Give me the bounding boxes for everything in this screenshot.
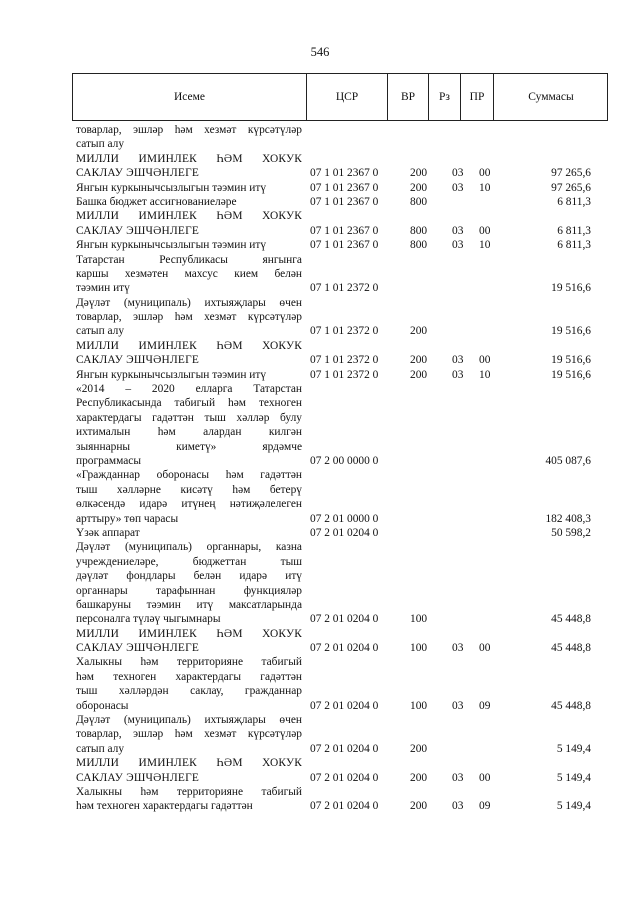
row-sum: 19 516,6 xyxy=(551,282,591,295)
row-name-line: Янгын куркынычсызлыгын тәэмин итү xyxy=(76,239,267,252)
row-csr: 07 2 01 0204 0 xyxy=(310,800,379,813)
row-vr: 800 xyxy=(410,239,428,252)
row-name-line: зыяннарны киметү» ярдәмче xyxy=(76,440,302,453)
row-name-line: САКЛАУ ЭШЧӘНЛЕГЕ xyxy=(76,354,200,367)
row-csr: 07 1 01 2367 0 xyxy=(310,195,379,208)
row-name-line: башкаруны тәэмин итү максатларында xyxy=(76,598,302,611)
row-sum: 5 149,4 xyxy=(556,771,591,784)
row-pr: 00 xyxy=(479,642,491,655)
row-csr: 07 1 01 2367 0 xyxy=(310,224,379,237)
row-rz: 03 xyxy=(452,699,464,712)
row-name xyxy=(76,785,302,814)
row-vr: 100 xyxy=(410,699,428,712)
table-row xyxy=(0,253,640,296)
table-row xyxy=(0,209,640,238)
row-name-line: персоналга түләү чыгымнары xyxy=(76,613,221,626)
row-name-line: тыш хәлләрне кисәтү һәм бетерү xyxy=(76,483,302,496)
row-sum: 6 811,3 xyxy=(557,239,591,252)
row-name-line: өлкәсендә идарә итүнең нәтиҗәлелеген xyxy=(76,498,302,511)
row-vr: 800 xyxy=(410,224,428,237)
header-vr: ВР xyxy=(400,90,416,103)
row-sum: 5 149,4 xyxy=(556,742,591,755)
table-body xyxy=(0,123,640,814)
table-row xyxy=(0,540,640,626)
table-row xyxy=(0,526,640,540)
header-name: Исеме xyxy=(173,90,206,103)
row-rz: 03 xyxy=(452,800,464,813)
row-name-line: Үзәк аппарат xyxy=(76,526,140,539)
row-name xyxy=(76,195,302,209)
row-name-line: МИЛЛИ ИМИНЛЕК ҺӘМ ХОКУК xyxy=(76,627,302,640)
row-name-line: Янгын куркынычсызлыгын тәэмин итү xyxy=(76,181,267,194)
row-csr: 07 1 01 2372 0 xyxy=(310,325,379,338)
row-csr: 07 2 01 0000 0 xyxy=(310,512,379,525)
row-csr: 07 2 01 0204 0 xyxy=(310,699,379,712)
row-csr: 07 2 00 0000 0 xyxy=(310,454,379,467)
table-row xyxy=(0,123,640,152)
row-name-line: тыш хәлләрдән саклау, гражданнар xyxy=(76,685,302,698)
row-name-line: сатып алу xyxy=(76,742,125,755)
row-name-line: товарлар, эшләр һәм хезмәт күрсәтүләр xyxy=(76,124,302,136)
row-name-line: характердагы гадәттән тыш хәлләр булу xyxy=(76,411,302,424)
row-name xyxy=(76,655,302,713)
row-vr: 200 xyxy=(410,354,428,367)
row-name xyxy=(76,540,302,626)
row-sum: 5 149,4 xyxy=(556,800,591,813)
row-name xyxy=(76,339,302,368)
row-name xyxy=(76,468,302,526)
row-name-line: САКЛАУ ЭШЧӘНЛЕГЕ xyxy=(76,167,200,180)
row-name-line: МИЛЛИ ИМИНЛЕК ҺӘМ ХОКУК xyxy=(76,152,302,165)
row-vr: 200 xyxy=(410,742,428,755)
row-sum: 19 516,6 xyxy=(551,368,591,381)
row-vr: 100 xyxy=(410,642,428,655)
row-pr: 09 xyxy=(479,699,491,712)
row-pr: 09 xyxy=(479,800,491,813)
page-number: 546 xyxy=(310,45,330,59)
row-name xyxy=(76,756,302,785)
table-row xyxy=(0,713,640,756)
row-csr: 07 2 01 0204 0 xyxy=(310,642,379,655)
row-name-line: сатып алу xyxy=(76,325,125,338)
row-sum: 19 516,6 xyxy=(551,354,591,367)
row-name-line: САКЛАУ ЭШЧӘНЛЕГЕ xyxy=(76,642,200,655)
row-csr: 07 1 01 2367 0 xyxy=(310,167,379,180)
row-name-line: Республикасында табигый һәм техноген xyxy=(76,397,302,410)
row-csr: 07 1 01 2367 0 xyxy=(310,181,379,194)
row-sum: 45 448,8 xyxy=(551,642,591,655)
row-name-line: тәэмин итү xyxy=(76,282,130,295)
row-csr: 07 2 01 0204 0 xyxy=(310,613,379,626)
row-name-line: МИЛЛИ ИМИНЛЕК ҺӘМ ХОКУК xyxy=(76,757,302,770)
row-csr: 07 1 01 2367 0 xyxy=(310,239,379,252)
row-name-line: оборонасы xyxy=(76,699,129,712)
row-csr: 07 2 01 0204 0 xyxy=(310,526,379,539)
table-row xyxy=(0,181,640,195)
row-rz: 03 xyxy=(452,368,464,381)
table-header xyxy=(72,73,608,121)
table-row xyxy=(0,756,640,785)
row-rz: 03 xyxy=(452,771,464,784)
row-csr: 07 1 01 2372 0 xyxy=(310,282,379,295)
table-row xyxy=(0,195,640,209)
row-vr: 200 xyxy=(410,368,428,381)
row-name-line: МИЛЛИ ИМИНЛЕК ҺӘМ ХОКУК xyxy=(76,210,302,223)
row-name xyxy=(76,382,302,468)
row-name-line: Янгын куркынычсызлыгын тәэмин итү xyxy=(76,368,267,381)
row-name-line: товарлар, эшләр һәм хезмәт күрсәтүләр xyxy=(76,311,302,324)
row-pr: 00 xyxy=(479,771,491,784)
table-row xyxy=(0,152,640,181)
row-name xyxy=(76,238,302,252)
row-vr: 200 xyxy=(410,325,428,338)
header-sum: Суммасы xyxy=(528,90,574,103)
row-vr: 200 xyxy=(410,181,428,194)
row-csr: 07 1 01 2372 0 xyxy=(310,368,379,381)
row-name-line: САКЛАУ ЭШЧӘНЛЕГЕ xyxy=(76,224,200,237)
row-vr: 100 xyxy=(410,613,428,626)
row-name-line: каршы хезмәтен махсус кием белән xyxy=(76,267,302,280)
row-name xyxy=(76,526,302,540)
row-sum: 45 448,8 xyxy=(551,699,591,712)
row-sum: 19 516,6 xyxy=(551,325,591,338)
row-sum: 182 408,3 xyxy=(545,512,591,525)
row-name-line: Башка бюджет ассигнованиеләре xyxy=(76,195,237,208)
row-name-line: Дәүләт (муниципаль) ихтыяҗлары өчен xyxy=(76,296,302,309)
row-name-line: арттыру» төп чарасы xyxy=(76,512,179,525)
row-rz: 03 xyxy=(452,354,464,367)
row-sum: 97 265,6 xyxy=(551,167,591,180)
row-rz: 03 xyxy=(452,181,464,194)
header-rz: Рз xyxy=(439,90,450,103)
row-pr: 10 xyxy=(479,181,491,194)
row-rz: 03 xyxy=(452,239,464,252)
row-name-line: һәм техноген характердагы гадәттән xyxy=(76,800,253,813)
row-csr: 07 2 01 0204 0 xyxy=(310,742,379,755)
row-name xyxy=(76,713,302,756)
row-name xyxy=(76,152,302,181)
row-vr: 800 xyxy=(410,195,428,208)
row-name-line: ихтималын һәм алардан килгән xyxy=(76,426,302,439)
header-csr: ЦСР xyxy=(335,90,359,103)
row-name xyxy=(76,209,302,238)
row-sum: 97 265,6 xyxy=(551,181,591,194)
row-vr: 200 xyxy=(410,800,428,813)
row-vr: 200 xyxy=(410,167,428,180)
row-name xyxy=(76,123,302,152)
row-name-line: «Гражданнар оборонасы һәм гадәттән xyxy=(76,469,302,482)
row-name-line: Халыкны һәм территорияне табигый xyxy=(76,785,302,798)
row-vr: 200 xyxy=(410,771,428,784)
row-rz: 03 xyxy=(452,224,464,237)
row-name xyxy=(76,296,302,339)
row-pr: 00 xyxy=(479,354,491,367)
row-name xyxy=(76,181,302,195)
row-sum: 50 598,2 xyxy=(551,526,591,539)
row-name-line: һәм техноген характердагы гадәттән xyxy=(76,670,302,683)
row-name-line: сатып алу xyxy=(76,138,125,151)
row-name-line: товарлар, эшләр һәм хезмәт күрсәтүләр xyxy=(76,728,302,741)
table-row xyxy=(0,382,640,468)
row-name-line: программасы xyxy=(76,454,142,467)
table-row xyxy=(0,468,640,526)
row-rz: 03 xyxy=(452,167,464,180)
row-sum: 405 087,6 xyxy=(545,454,591,467)
table-row xyxy=(0,785,640,814)
row-csr: 07 1 01 2372 0 xyxy=(310,354,379,367)
table-row xyxy=(0,238,640,252)
row-name-line: Дәүләт (муниципаль) органнары, казна xyxy=(76,541,302,554)
row-pr: 00 xyxy=(479,167,491,180)
row-name-line: Дәүләт (муниципаль) ихтыяҗлары өчен xyxy=(76,714,302,727)
row-name-line: САКЛАУ ЭШЧӘНЛЕГЕ xyxy=(76,771,200,784)
table-row xyxy=(0,655,640,713)
table-row xyxy=(0,296,640,339)
table-row xyxy=(0,368,640,382)
header-pr: ПР xyxy=(469,90,485,103)
row-sum: 45 448,8 xyxy=(551,613,591,626)
row-name-line: «2014 – 2020 елларга Татарстан xyxy=(76,383,302,396)
row-name xyxy=(76,627,302,656)
row-pr: 00 xyxy=(479,224,491,237)
row-name xyxy=(76,368,302,382)
row-name xyxy=(76,253,302,296)
row-name-line: учреждениеләре, бюджеттан тыш xyxy=(76,555,302,568)
row-name-line: дәүләт фондлары белән идарә итү xyxy=(76,570,302,583)
table-row xyxy=(0,339,640,368)
row-sum: 6 811,3 xyxy=(557,195,591,208)
row-name-line: Халыкны һәм территорияне табигый xyxy=(76,656,302,669)
row-sum: 6 811,3 xyxy=(557,224,591,237)
row-name-line: органнары тарафыннан функцияләр xyxy=(76,584,302,597)
row-pr: 10 xyxy=(479,239,491,252)
table-row xyxy=(0,627,640,656)
row-name-line: МИЛЛИ ИМИНЛЕК ҺӘМ ХОКУК xyxy=(76,339,302,352)
row-csr: 07 2 01 0204 0 xyxy=(310,771,379,784)
row-rz: 03 xyxy=(452,642,464,655)
row-name-line: Татарстан Республикасы янгынга xyxy=(76,253,302,266)
row-pr: 10 xyxy=(479,368,491,381)
